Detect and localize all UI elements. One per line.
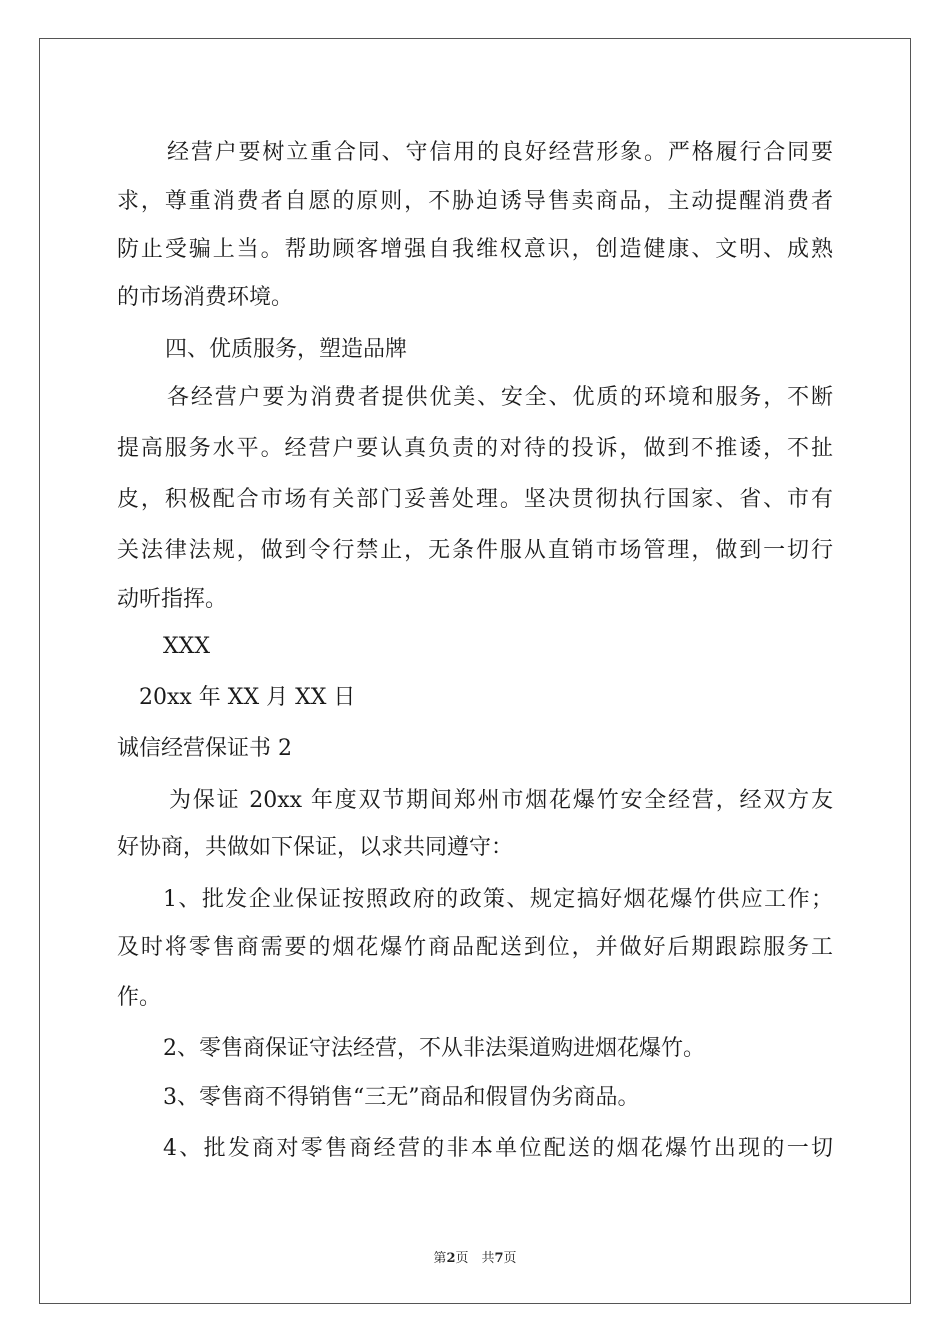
- paragraph-line: 的市场消费环境。: [117, 285, 294, 310]
- paragraph-line: 皮，积极配合市场有关部门妥善处理。坚决贯彻执行国家、省、市有: [117, 487, 833, 512]
- date: 20xx 年 XX 月 XX 日: [139, 685, 356, 710]
- list-item: 2、零售商保证守法经营，不从非法渠道购进烟花爆竹。: [163, 1036, 705, 1061]
- document-title: 诚信经营保证书 2: [117, 736, 292, 761]
- paragraph-line: 为保证 20xx 年度双节期间郑州市烟花爆竹安全经营，经双方友: [169, 788, 833, 813]
- paragraph-line: 好协商，共做如下保证，以求共同遵守：: [117, 835, 514, 860]
- paragraph-line: 提高服务水平。经营户要认真负责的对待的投诉，做到不推诿，不扯: [117, 436, 833, 461]
- paragraph-line: 防止受骗上当。帮助顾客增强自我维权意识，创造健康、文明、成熟: [117, 237, 833, 262]
- list-item: 1、批发企业保证按照政府的政策、规定搞好烟花爆竹供应工作；: [163, 887, 833, 912]
- list-item: 及时将零售商需要的烟花爆竹商品配送到位，并做好后期跟踪服务工: [117, 935, 833, 960]
- page-label-mid: 页 共: [455, 1251, 495, 1266]
- signature: XXX: [163, 634, 210, 659]
- paragraph-line: 求，尊重消费者自愿的原则，不胁迫诱导售卖商品，主动提醒消费者: [117, 189, 833, 214]
- paragraph-line: 经营户要树立重合同、守信用的良好经营形象。严格履行合同要: [167, 140, 833, 165]
- paragraph-line: 各经营户要为消费者提供优美、安全、优质的环境和服务，不断: [167, 385, 833, 410]
- list-item: 4、批发商对零售商经营的非本单位配送的烟花爆竹出现的一切: [163, 1136, 833, 1161]
- page-footer: [0, 1247, 950, 1266]
- page-border: [39, 38, 911, 1304]
- page-current: 2: [446, 1251, 456, 1266]
- page-label-suffix: 页: [503, 1251, 517, 1266]
- list-item: 作。: [117, 985, 162, 1010]
- page-label-prefix: 第: [433, 1251, 447, 1266]
- section-heading: 四、优质服务，塑造品牌: [165, 337, 408, 362]
- list-item: 3、零售商不得销售“三无”商品和假冒伪劣商品。: [163, 1085, 640, 1110]
- page-total: 7: [494, 1251, 504, 1266]
- paragraph-line: 关法律法规，做到令行禁止，无条件服从直销市场管理，做到一切行: [117, 538, 833, 563]
- paragraph-line: 动听指挥。: [117, 587, 228, 612]
